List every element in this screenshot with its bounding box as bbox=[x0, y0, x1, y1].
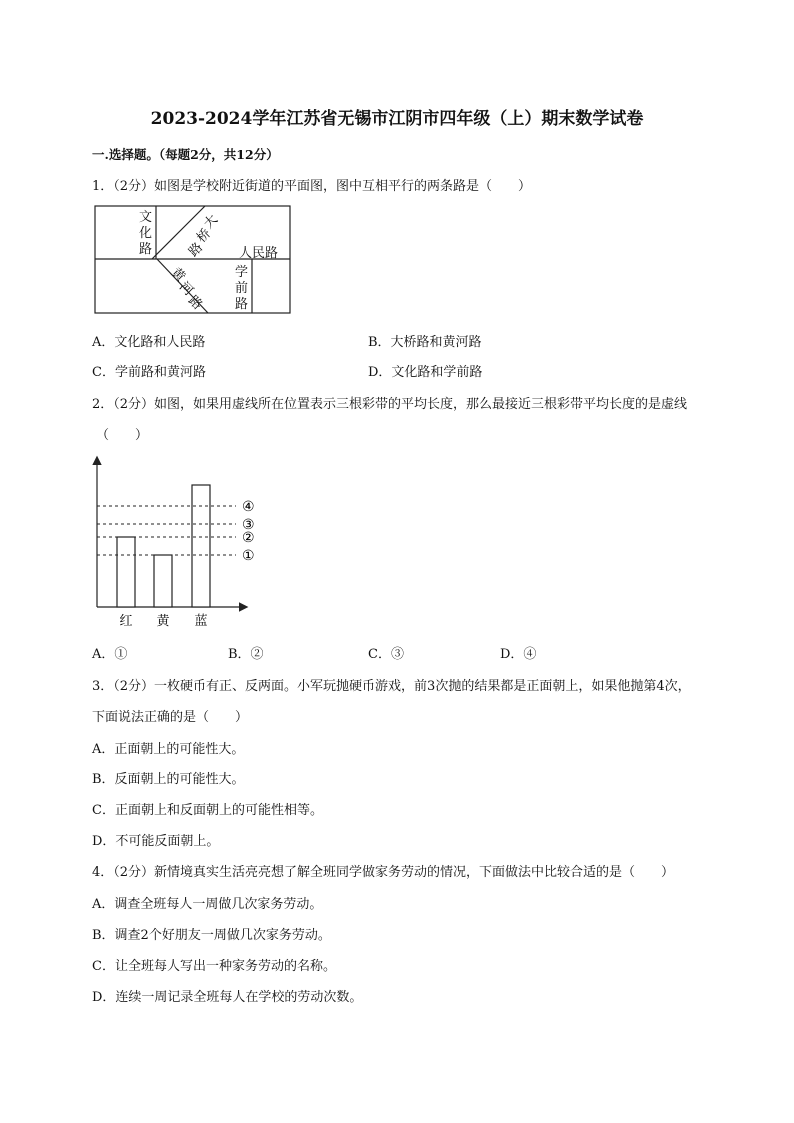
q1-stem: 1．（2分）如图是学校附近街道的平面图，图中互相平行的两条路是（ ） bbox=[92, 179, 532, 194]
xueqian-char-2: 前 bbox=[235, 281, 249, 296]
dashed-line-label-3: ③ bbox=[242, 517, 255, 533]
huanghe-char-1: 黄 bbox=[168, 265, 188, 286]
q1-option-d[interactable]: D．文化路和学前路 bbox=[368, 365, 483, 380]
wenhua-char-2: 化 bbox=[139, 226, 153, 241]
huanghe-char-3: 路 bbox=[185, 293, 205, 314]
q4-option-b[interactable]: B．调查2个好朋友一周做几次家务劳动。 bbox=[92, 928, 331, 943]
bar-label-1: 红 bbox=[119, 614, 133, 629]
q1-option-c[interactable]: C．学前路和黄河路 bbox=[92, 365, 206, 380]
q1-option-a[interactable]: A．文化路和人民路 bbox=[92, 335, 206, 350]
q3-stem-line2: 下面说法正确的是（ ） bbox=[92, 710, 249, 725]
wenhua-char-3: 路 bbox=[139, 242, 153, 257]
q4-option-c[interactable]: C．让全班每人写出一种家务劳动的名称。 bbox=[92, 959, 336, 974]
bar-label-3: 蓝 bbox=[194, 614, 208, 629]
q2-stem-line1: 2．（2分）如图，如果用虚线所在位置表示三根彩带的平均长度，那么最接近三根彩带平均长度的是虚线 bbox=[92, 397, 688, 412]
daqiao-char-3: 路 bbox=[186, 240, 207, 260]
q2-option-d[interactable]: D．④ bbox=[500, 647, 537, 662]
bar-3 bbox=[192, 485, 210, 607]
xueqian-char-3: 路 bbox=[235, 297, 249, 312]
q3-option-b[interactable]: B．反面朝上的可能性大。 bbox=[92, 772, 245, 787]
q2-option-a[interactable]: A．① bbox=[92, 647, 128, 662]
wenhua-char-1: 文 bbox=[139, 210, 153, 225]
dashed-line-label-2: ② bbox=[242, 530, 255, 546]
dashed-line-label-4: ④ bbox=[242, 499, 255, 515]
q4-option-d[interactable]: D．连续一周记录全班每人在学校的劳动次数。 bbox=[92, 990, 363, 1005]
q1-option-b[interactable]: B．大桥路和黄河路 bbox=[368, 335, 482, 350]
q2-option-b[interactable]: B．② bbox=[228, 647, 264, 662]
q4-option-a[interactable]: A．调查全班每人一周做几次家务劳动。 bbox=[92, 897, 323, 912]
bar-2 bbox=[154, 555, 172, 607]
section-heading: 一.选择题。（每题2分，共12分） bbox=[92, 147, 279, 162]
q2-option-c[interactable]: C．③ bbox=[368, 647, 404, 662]
q4-stem: 4．（2分）新情境真实生活亮亮想了解全班同学做家务劳动的情况，下面做法中比较合适的是（ ） bbox=[92, 865, 675, 880]
xueqian-char-1: 学 bbox=[235, 265, 249, 280]
bar-1 bbox=[117, 537, 135, 607]
ribbon-chart bbox=[86, 452, 276, 632]
daqiao-char-2: 桥 bbox=[194, 226, 215, 246]
renmin-label: 人民路 bbox=[239, 246, 279, 261]
q3-stem-line1: 3．（2分）一枚硬币有正、反两面。小军玩抛硬币游戏，前3次抛的结果都是正面朝上，如果他抛第4次， bbox=[92, 679, 691, 694]
q3-option-d[interactable]: D．不可能反面朝上。 bbox=[92, 834, 220, 849]
q3-option-a[interactable]: A．正面朝上的可能性大。 bbox=[92, 742, 245, 757]
huanghe-char-2: 河 bbox=[176, 279, 196, 300]
dashed-line-label-1: ① bbox=[242, 548, 255, 564]
bar-label-2: 黄 bbox=[156, 614, 170, 629]
page-title: 2023-2024学年江苏省无锡市江阴市四年级（上）期末数学试卷 bbox=[150, 109, 644, 129]
street-map bbox=[94, 204, 292, 316]
q3-option-c[interactable]: C．正面朝上和反面朝上的可能性相等。 bbox=[92, 803, 323, 818]
daqiao-char-1: 大 bbox=[201, 212, 222, 232]
q2-stem-line2: （ ） bbox=[96, 428, 149, 443]
